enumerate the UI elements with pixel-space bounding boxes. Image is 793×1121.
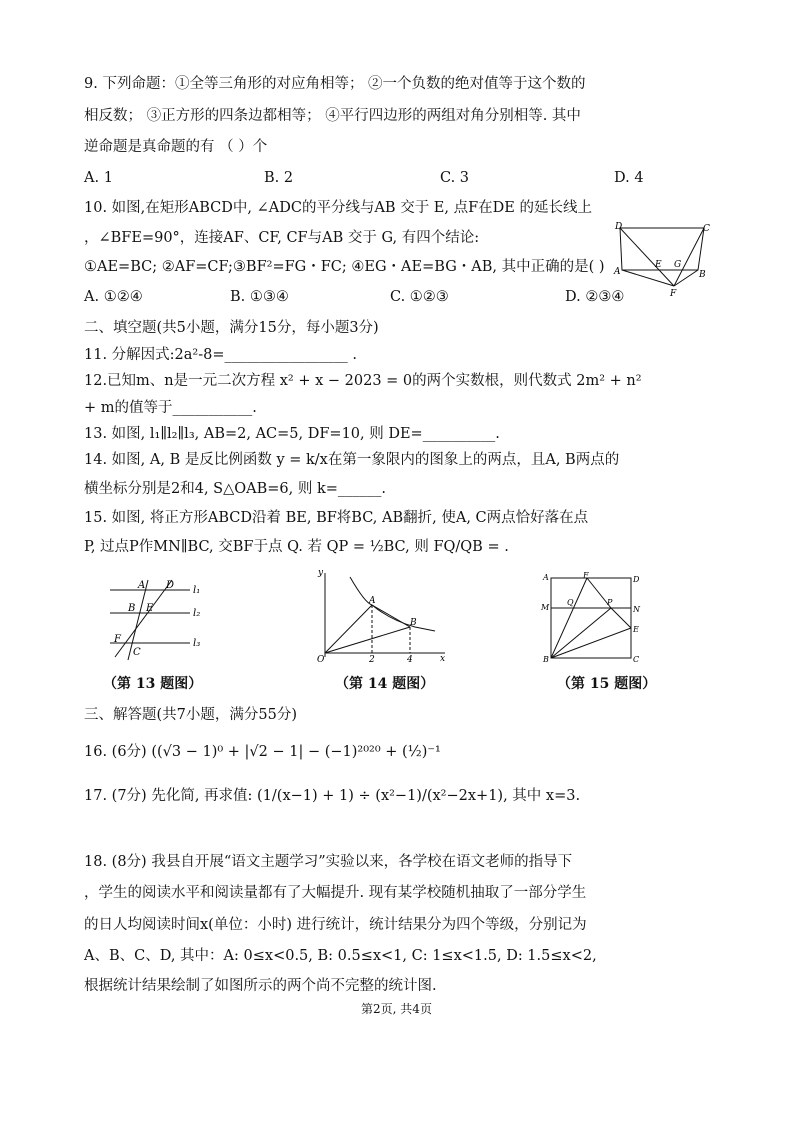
section-2-heading: 二、填空题(共5小题，满分15分，每小题3分) [84,320,379,336]
q17: 17. (7分) 先化简, 再求值: (1/(x−1) + 1) ÷ (x²−1)/(x²−2x+1), 其中 x=3. [84,788,581,804]
figure-13-caption: （第 13 题图） [103,676,203,692]
q11: 11. 分解因式:2a²-8=_________________ . [84,347,357,363]
q10-label-f: F [670,289,677,299]
fig14-label-y: y [318,568,324,578]
figure-14-caption: （第 14 题图） [335,676,435,692]
fig14-tick-4: 4 [407,655,413,665]
fig13-label-l2: l₂ [193,608,201,619]
fig15-label-b: B [543,655,549,664]
q10-label-c: C [703,224,710,234]
q16: 16. (6分) ((√3 − 1)⁰ + |√2 − 1| − (−1)²⁰²⁰ + (½)⁻¹ [84,744,441,760]
q10-line2: ，∠BFE=90°，连接AF、CF, CF与AB 交于 G, 有四个结论: [84,230,480,246]
q10-line1: 10. 如图,在矩形ABCD中, ∠ADC的平分线与AB 交于 E, 点F在DE 的延长线上 [84,200,592,216]
figure-14 [310,565,450,665]
q10-line3: ①AE=BC; ②AF=CF;③BF²=FG・FC; ④EG・AE=BG・AB, 其中正确的是( ) [84,259,605,275]
figure-15-caption: （第 15 题图） [557,676,657,692]
q18-line5: 根据统计结果绘制了如图所示的两个尚不完整的统计图. [84,978,437,994]
fig13-label-d: D [166,580,175,591]
q14-line1: 14. 如图, A, B 是反比例函数 y = k/x在第一象限内的图象上的两点，且A, B两点的 [84,452,620,468]
page-footer: 第2页, 共4页 [361,1002,432,1016]
q10-option-b: B. ①③④ [230,289,289,305]
q12-line2: + m的值等于___________. [84,400,257,416]
fig14-label-o: O [317,655,325,665]
q9-option-c: C. 3 [440,170,470,186]
fig15-label-p: P [607,598,613,607]
figure-13 [100,575,210,665]
q18-line3: 的日人均阅读时间x(单位：小时) 进行统计，统计结果分为四个等级，分别记为 [84,917,587,933]
q10-label-d: D [615,222,623,232]
q18-line1: 18. (8分) 我县自开展“语文主题学习”实验以来，各学校在语文老师的指导下 [84,854,573,870]
q10-option-d: D. ②③④ [565,289,625,305]
q9-option-a: A. 1 [84,170,113,186]
fig15-label-m: M [541,603,550,612]
q12-line1: 12.已知m、n是一元二次方程 x² + x − 2023 = 0的两个实数根，则代数式 2m² + n² [84,373,642,389]
figure-15 [537,572,647,664]
q10-option-c: C. ①②③ [390,289,449,305]
fig13-label-f: F [114,634,121,645]
q9-line2: 相反数； ③正方形的四条边都相等； ④平行四边形的两组对角分别相等. 其中 [84,108,581,124]
fig13-label-l3: l₃ [193,638,201,649]
q9-line1: 9. 下列命题：①全等三角形的对应角相等； ②一个负数的绝对值等于这个数的 [84,76,586,92]
fig15-label-c: C [633,655,640,664]
fig15-label-d: D [633,575,640,584]
q10-label-b: B [699,270,706,280]
fig13-label-l1: l₁ [193,585,201,596]
fig13-label-e: E [146,603,154,614]
q18-line4: A、B、C、D, 其中：A: 0≤x<0.5, B: 0.5≤x<1, C: 1≤x<1.5, D: 1.5≤x<2, [84,948,597,964]
fig15-label-a: A [543,573,549,582]
q9-option-d: D. 4 [614,170,644,186]
q18-line2: ，学生的阅读水平和阅读量都有了大幅提升. 现有某学校随机抽取了一部分学生 [84,885,587,901]
section-3-heading: 三、解答题(共7小题，满分55分) [84,707,297,723]
q10-label-e: E [655,260,662,270]
q13: 13. 如图, l₁∥l₂∥l₃, AB=2, AC=5, DF=10, 则 DE=__________. [84,426,500,442]
fig14-label-a: A [369,596,376,606]
fig13-label-c: C [133,647,141,658]
fig13-label-a: A [138,580,146,591]
fig14-label-x: x [440,654,446,664]
fig15-label-f: F [583,572,589,580]
fig15-label-e: E [633,625,639,634]
fig15-label-n: N [633,605,640,614]
q14-line2: 横坐标分别是2和4, S△OAB=6, 则 k=______. [84,481,387,497]
fig14-tick-2: 2 [369,655,375,665]
q10-figure [612,220,712,300]
fig15-label-q: Q [567,598,574,607]
q10-label-g: G [674,260,682,270]
q9-line3: 逆命题是真命题的有 （ ）个 [84,139,268,155]
q9-option-b: B. 2 [264,170,294,186]
q15-line2: P, 过点P作MN∥BC, 交BF于点 Q. 若 QP = ½BC, 则 FQ/QB = . [84,539,509,555]
q15-line1: 15. 如图, 将正方形ABCD沿着 BE, BF将BC, AB翻折, 使A, C两点恰好落在点 [84,510,589,526]
fig14-label-b: B [410,618,417,628]
fig13-label-b: B [128,603,136,614]
q10-option-a: A. ①②④ [84,289,143,305]
q10-label-a: A [614,267,621,277]
